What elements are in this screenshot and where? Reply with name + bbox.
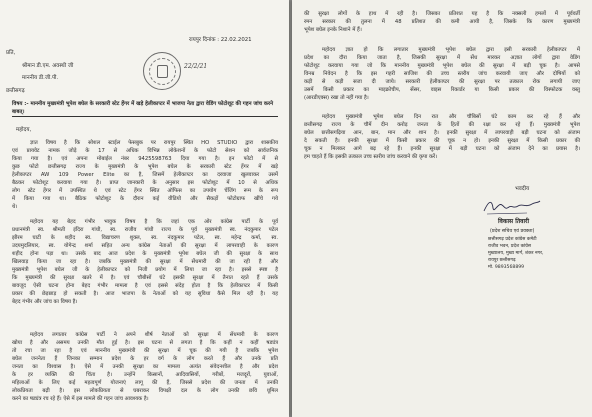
address-line: छत्तीसगढ़ प्रदेश कांग्रेस कमेटी [488,237,537,242]
recipient-line: माननीय डी.जी.पी. [22,75,59,81]
signature [481,196,543,218]
paragraph-1: ज्ञात विषय है कि सोशल स्टाईल फेसबुक पर रायपुर स्थित HO STUDIO द्वारा शासकीय एवं प्रायवेट नामक जोड़े के 17 से अधिक विभिन्न लोकेशनों के फोटो सेशन को सार्वजनिक किया गया है। एवं अपना मोबाईल नंबर 9425598763 दिया गया है। इन फोटो में से कुछ फोटो छत्तीसगढ़ राज्य के मुख्यमंत्री के भूपेश बघेल के सरकारी स्टेट हेंगर में खड़े हेलीकाप्टर AW 109 Power Elite का है, जिसमें हेलीकाप्टर का दरवाजा खुलवाकर उसमें बैठकर फोटोशूट करवाया गया है। प्राप्त जानकारी के अनुसार इस फोटोशूट में 10 से अधिक लोग स्टेट हेंगर में उपस्थित थे एवं स्टेट हेंगर स्थित ऑफिस का उपयोग चेंजिंग रूम के रूप में किया गया था। बैठिक फोटोशूट के दौरान कई वीडियो और सैकड़ों फोटोग्राफ खींचे गये थे। [12,140,278,211]
address-line: राजीव भवन, प्रदेश कांग्रेस [488,244,531,249]
recipient-line: छत्तीसगढ़ [6,88,25,94]
letter-date: रायपुर दिनांक : 22.02.2021 [189,37,252,43]
recipient-line: प्रति, [6,50,16,56]
subject: विषय :- माननीय मुख्यमंत्री भूपेश बघेल के सरकारी स्टेट हेंगर में खड़े हेलीकाप्टर में भाजपा नेता द्वारा वेडिंग फोटोशूट की गहन जांच करने बाबत्। [12,100,278,117]
address-line: रायपुर छत्तीसगढ़ [488,258,516,263]
salutation: महोदय, [16,127,32,133]
paragraph-2: महोदय यह बेहद गंभीर भावुक विषय है कि जहां एक ओर कांग्रेस पार्टी के पूर्व प्रधानमंत्री स्व. श्रीमती इंदिरा गांधी, स्व. राजीव गांधी राज्य के पूर्व मुख्यमंत्री स्व. नंदकुमार पटेल झीरम घाटी के शहीद स्व. विद्याचरण शुक्ल, स्व. नंदकुमार पटेल, स्व. महेन्द्र कर्मा, स्व. उदयमुदलियार, स्व. योगेन्द्र शर्मा सहित अन्य कांग्रेस नेताओं की सुरक्षा में लापरवाही के कारण शहीद होना पड़ा था। उसके बाद आज प्रदेश के मुख्यमंत्री भूपेश बघेल जी की सुरक्षा के साथ खिलवाड़ किया जा रहा है। जबकि मुख्यमंत्री की सुरक्षा में सेंधमारी की जा रही है और मुख्यमंत्री भूपेश बघेल जी के हेलीकाप्टर को निजी प्रयोग में लिया जा रहा है। इससे स्पष्ट है कि मुख्यमंत्री की सुरक्षा खतरे में है। एवं चौबीसों घंटे इसकी सुरक्षा में तैनात रहते हैं उसके बावजूद ऐसी घटना होना बेहद गंभीर मामला है एवं इससे संदेह होता है कि हेलीकाप्टर में किसी प्रकार की छेड़छाड़ हो सकती है। आज भाजपा के नेताओं को यह सुविधा कैसे मिल रही है। यह बेहद गंभीर और जांच का विषय है। [12,219,278,306]
closing: भवदीय [515,186,530,192]
letter-page-2 [292,0,592,417]
letter-page-1 [0,0,289,417]
recipient-line: श्रीमान डी.एम. अवस्थी जी [22,63,74,69]
signatory-title: (प्रदेश सचिव एवं प्रवक्ता) [490,229,535,234]
paragraph-3: महोदय लगातार कांग्रेस पार्टी ने अपने शीर्ष नेताओं को सुरक्षा में सेंधमारी के कारण खोया है और असमय उनकी मौत हुई है। इस घटना से लगता है कि कहीं न कहीं षड्यंत्र तो रचा जा रहा है एवं माननीय मुख्यमंत्री की सुरक्षा में चूक की गयी है जबकि भूपेश बघेल जननेता हैं जिनका सम्मान प्रदेश के हर वर्ग के लोग करते हैं और उनके प्रति जनता का विश्वास है। ऐसे में उनकी सुरक्षा का मामला अत्यंत संवेदनशील है और प्रदेश के हर व्यक्ति की चिंता है। उन्होंने किसानों, आदिवासियों, गरीबों, मजदूरों, युवाओं, महिलाओं के लिए कई महत्वपूर्ण योजनाएं लागू की हैं, जिससे प्रदेश की जनता में उनकी लोकप्रियता बढ़ी है। इस लोकप्रियता से घबराकर विपक्षी दल के लोग उनकी छवि धूमिल करने का षड्यंत्र रच रहे हैं। ऐसे में इस मामले की गहन जांच आवश्यक है। [12,332,278,403]
paragraph-6: महोदय मुख्यमंत्री भूपेश बघेल दिन रात और चौबिसों घंटे काम कर रहे हैं और छत्तीसगढ़ राज्य के चौमें दीन करोड़ जनता के हितों की रक्षा कर रहे हैं। मुख्यमंत्री भूपेश बघेल छत्तीसगढ़िया आन, बान, मान और शान है। इनकी सुरक्षा में लापरवाही बड़ी घटना को अंजाम दे सकती है। इनकी सुरक्षा में किसी प्रकार की चूक न हो। इनकी सुरक्षा में किसी प्रकार की चूक न मिलकर आगे बढ़ रहे हैं। इनकी सुरक्षा में बड़ी घटना को अंजाम देने का प्रयास है। हम चाहते हैं कि इसकी तत्काल उच्च स्तरीय जांच करवाने की कृपा करें। [304,114,580,161]
signatory-name: विकास तिवारी [498,218,530,225]
paragraph-4: की सुरक्षा लोगों के हाथ में रही है। जिसका प्रतिशत यह है कि नक्सली हमलों में पूर्ववर्ती रमन सरकार की तुलना में 48 प्रतिशत की कमी आयी है, जिसके कि कारण मुख्यमंत्री भूपेश बघेल इनके निशाने में हैं। [304,11,580,34]
office-seal [143,52,181,90]
mobile-number: मो. 9893568899 [488,265,525,270]
address-line: मुख्यालय, मुख्य मार्ग, शंकर नगर, [488,251,544,256]
stamp-handwritten-date: 22/2/21 [184,63,208,70]
paragraph-5: महोदय ज्ञात हो कि लगातार मुख्यमंत्री भूपेश बघेल द्वारा इसी सरकारी हेलीकाप्टर में प्रदेश का दौरा किया जाता है, जिसकी सुरक्षा में सेंध मारकर अज्ञात लोगों द्वारा वेडिंग फोटोशूट करवाया गया जो कि माननीय मुख्यमंत्री भूपेश बघेल की सुरक्षा में बड़ी चूक है। आपसे विनम्र निवेदन है कि इस गहरी साजिश की उच्च स्तरीय जांच करवायी जाए और दोषियों को कड़ी से कड़ी सजा दी जाये। सरकारी हेलीकाप्टर की सुरक्षा पर तत्काल रोक लगायी जाए उसमें किसी प्रकार का माइक्रोचीप, सेंसर, वाइस रिकार्डर या किसी प्रकार की विस्फोटक वस्तु (आरडीएक्स) रखा तो नहीं गया है। [304,47,580,102]
